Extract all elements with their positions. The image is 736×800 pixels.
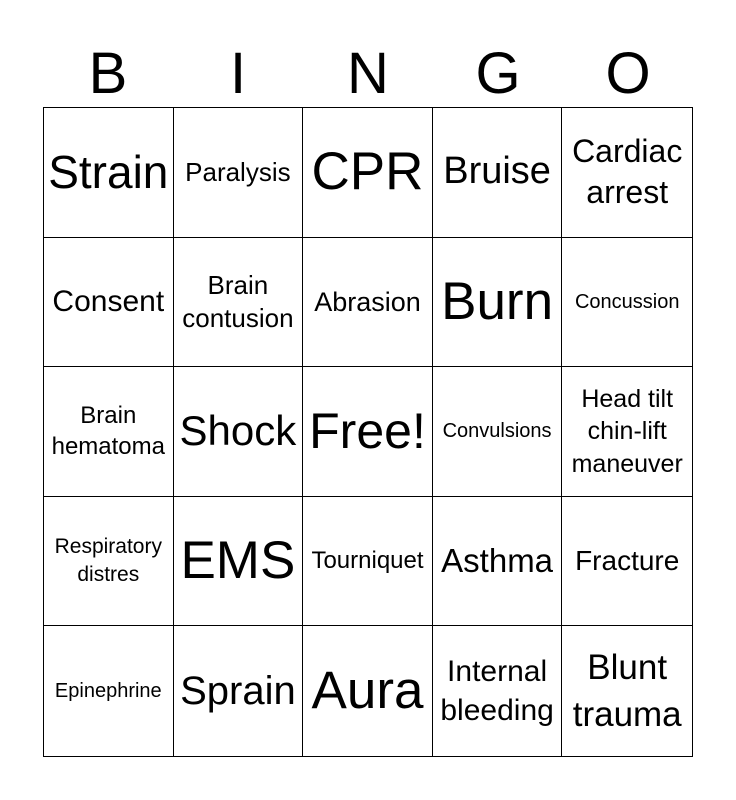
cell-label: Shock (179, 407, 297, 455)
cell-label: Blunt trauma (572, 647, 682, 735)
cell-label: Burn (441, 272, 554, 332)
bingo-cell[interactable] (562, 238, 692, 368)
cell-label: Free! (309, 403, 426, 460)
cell-label: Cardiac arrest (572, 132, 683, 211)
cell-label: Convulsions (442, 420, 552, 443)
header-letter-n: N (347, 41, 389, 106)
cell-label: Brain hematoma (51, 402, 165, 461)
bingo-cell[interactable] (44, 626, 174, 756)
bingo-cell[interactable] (433, 367, 563, 497)
bingo-cell[interactable] (562, 497, 692, 627)
bingo-cell[interactable] (562, 108, 692, 238)
bingo-cell[interactable] (303, 367, 433, 497)
cell-label: Tourniquet (311, 546, 424, 574)
cell-label: Concussion (574, 290, 680, 313)
bingo-cell[interactable] (433, 108, 563, 238)
bingo-cell[interactable] (174, 497, 304, 627)
bingo-cell[interactable] (174, 367, 304, 497)
header-letter-i: I (229, 41, 247, 106)
header-letter-g: G (475, 41, 521, 106)
cell-label: Sprain (180, 669, 296, 714)
bingo-cell[interactable] (433, 626, 563, 756)
cell-label: CPR (311, 142, 424, 202)
bingo-cell[interactable] (174, 626, 304, 756)
cell-label: Bruise (443, 150, 551, 193)
header-letter-o: O (605, 41, 651, 106)
cell-label: Strain (48, 146, 169, 199)
cell-label: Internal bleeding (440, 655, 554, 728)
cell-label: Asthma (441, 542, 554, 580)
bingo-cell[interactable] (562, 626, 692, 756)
cell-label: EMS (180, 531, 296, 591)
cell-label: Head tilt chin-lift maneuver (571, 384, 683, 478)
bingo-board (43, 107, 693, 757)
bingo-cell[interactable] (44, 497, 174, 627)
bingo-cell[interactable] (174, 238, 304, 368)
bingo-header (43, 40, 693, 108)
bingo-cell[interactable] (562, 367, 692, 497)
bingo-cell[interactable] (44, 108, 174, 238)
header-letter-b: B (88, 41, 128, 106)
cell-label: Aura (311, 661, 424, 721)
cell-label: Respiratory distres (54, 534, 162, 587)
bingo-cell[interactable] (303, 497, 433, 627)
bingo-cell[interactable] (303, 238, 433, 368)
cell-label: Paralysis (185, 156, 291, 187)
cell-label: Abrasion (314, 286, 421, 317)
bingo-cell[interactable] (303, 626, 433, 756)
bingo-cell[interactable] (174, 108, 304, 238)
cell-label: Epinephrine (54, 680, 162, 703)
cell-label: Consent (52, 284, 165, 318)
bingo-cell[interactable] (44, 238, 174, 368)
bingo-cell[interactable] (303, 108, 433, 238)
bingo-cell[interactable] (44, 367, 174, 497)
bingo-cell[interactable] (433, 238, 563, 368)
bingo-cell[interactable] (433, 497, 563, 627)
cell-label: Fracture (575, 545, 680, 577)
cell-label: Brain contusion (182, 270, 294, 333)
